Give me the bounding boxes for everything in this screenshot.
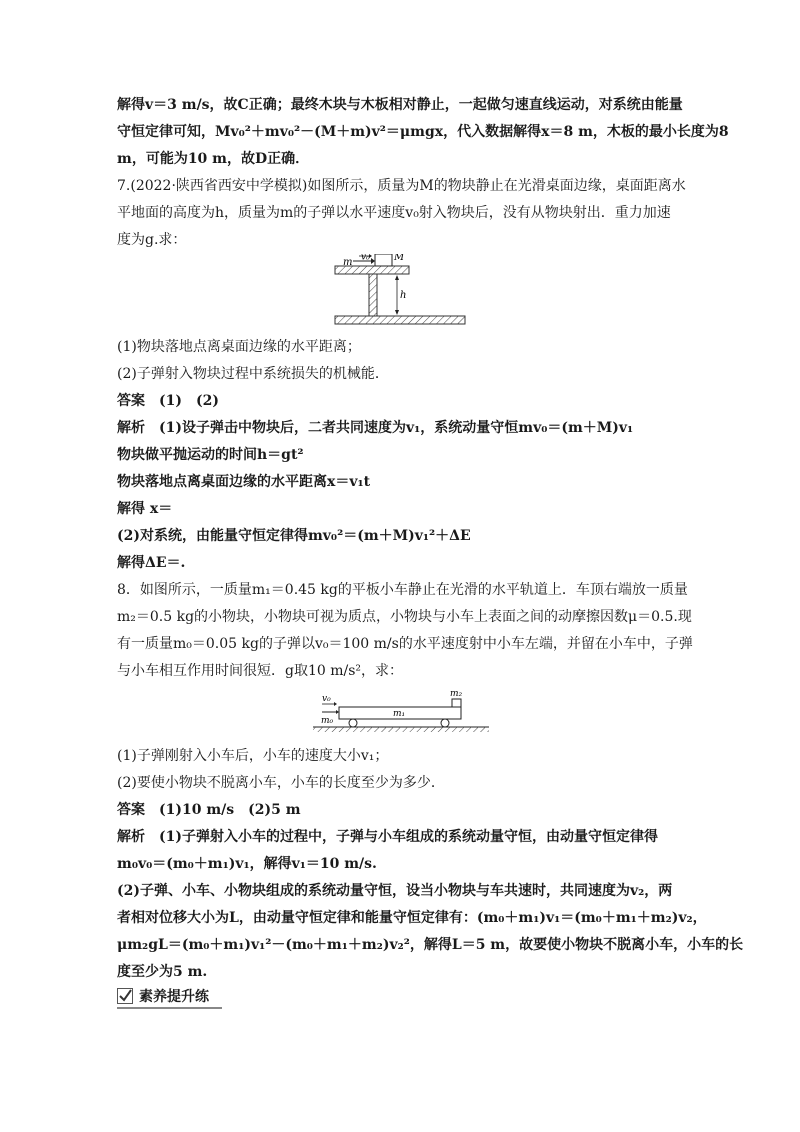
text-line: (2)要使小物块不脱离小车，小车的长度至少为多少． xyxy=(117,775,445,791)
problem-8-solution xyxy=(117,743,744,986)
text-line: 有一质量m₀＝0.05 kg的子弹以v₀＝100 m/s的水平速度射中小车左端，并留在小车中，子弹 xyxy=(117,636,693,652)
section-badge xyxy=(117,986,209,1006)
text-line: 与小车相互作用时间很短．g取10 m/s²，求： xyxy=(117,663,404,679)
text-line: 度至少为5 m. xyxy=(117,964,208,980)
ground-hatch xyxy=(313,727,489,732)
bullet-block-table-diagram xyxy=(117,254,687,334)
section-header xyxy=(117,986,687,1016)
label-m1: m₁ xyxy=(393,709,406,719)
ground xyxy=(335,316,465,324)
text-line: 解得v＝3 m/s，故C正确；最终木块与木板相对静止，一起做匀速直线运动，对系统由能量 xyxy=(117,97,683,113)
text-line: (1)子弹刚射入小车后，小车的速度大小v₁； xyxy=(117,748,389,764)
text-line: 守恒定律可知，Mv₀²＋mv₀²－(M＋m)v²＝μmgx，代入数据解得x＝8 m，木板的最小长度为8 xyxy=(117,124,729,140)
text-line: (2)子弹射入物块过程中系统损失的机械能． xyxy=(117,366,389,382)
solution-block-6 xyxy=(117,92,729,254)
text-line: 答案 (1)10 m/s (2)5 m xyxy=(117,802,301,818)
cart-wheel-left xyxy=(349,719,357,727)
text-line: 度为g.求： xyxy=(117,232,187,248)
text-line: m₀v₀＝(m₀＋m₁)v₁，解得v₁＝10 m/s. xyxy=(117,856,377,872)
cart-wheel-right xyxy=(441,719,449,727)
text-line: m，可能为10 m，故D正确． xyxy=(117,151,310,167)
figure-bullet-cart xyxy=(117,685,687,743)
text-line: (1)物块落地点离桌面边缘的水平距离； xyxy=(117,339,361,355)
text-line: 7.(2022·陕西省西安中学模拟)如图所示，质量为M的物块静止在光滑桌面边缘，桌面距离水 xyxy=(117,178,686,194)
bullet-cart-diagram xyxy=(117,685,687,743)
label-M: M xyxy=(394,254,405,263)
label-v0: v₀ xyxy=(322,694,331,704)
text-line: (2)对系统，由能量守恒定律得mv₀²＝(m＋M)v₁²＋ΔE xyxy=(117,528,471,544)
text-line: 解析 (1)子弹射入小车的过程中，子弹与小车组成的系统动量守恒，由动量守恒定律得 xyxy=(117,829,658,845)
label-m0: m₀ xyxy=(321,716,334,726)
section-badge-label: 素养提升练 xyxy=(139,989,209,1005)
label-m2: m₂ xyxy=(450,689,463,699)
text-line: 解析 (1)设子弹击中物块后，二者共同速度为v₁，系统动量守恒mv₀＝(m＋M)v₁ xyxy=(117,420,634,436)
checkbox-icon xyxy=(117,988,133,1004)
text-line: 者相对位移大小为L，由动量守恒定律和能量守恒定律有：(m₀＋m₁)v₁＝(m₀＋m₁＋m₂)v₂， xyxy=(117,910,707,926)
text-line: μm₂gL＝(m₀＋m₁)v₁²－(m₀＋m₁＋m₂)v₂²，解得L＝5 m，故要使小物块不脱离小车，小车的长 xyxy=(117,937,744,953)
block-m2 xyxy=(452,699,461,707)
text-line: 解得ΔE＝. xyxy=(117,555,186,571)
figure-bullet-block-table xyxy=(117,254,687,334)
label-h: h xyxy=(400,290,407,301)
problem-7-solution-and-problem-8 xyxy=(117,334,693,685)
table-leg xyxy=(369,274,377,316)
label-m: m xyxy=(343,257,353,268)
text-line: 解得 x＝ xyxy=(117,501,173,517)
label-v0: v₀ xyxy=(361,254,370,263)
text-line: m₂＝0.5 kg的小物块，小物块可视为质点，小物块与小车上表面之间的动摩擦因数μ＝0.5.现 xyxy=(117,609,692,625)
text-line: 物块落地点离桌面边缘的水平距离x＝v₁t xyxy=(117,474,371,490)
document-page xyxy=(117,92,744,1016)
text-line: (2)子弹、小车、小物块组成的系统动量守恒，设当小物块与车共速时，共同速度为v₂，两 xyxy=(117,883,673,899)
block-M xyxy=(375,254,392,266)
section-underline xyxy=(117,1007,222,1009)
text-line: 答案 (1) (2) xyxy=(117,393,219,409)
text-line: 物块做平抛运动的时间h＝gt² xyxy=(117,447,304,463)
text-line: 8．如图所示，一质量m₁＝0.45 kg的平板小车静止在光滑的水平轨道上．车顶右端放一质量 xyxy=(117,582,688,598)
text-line: 平地面的高度为h，质量为m的子弹以水平速度v₀射入物块后，没有从物块射出．重力加速 xyxy=(117,205,671,221)
